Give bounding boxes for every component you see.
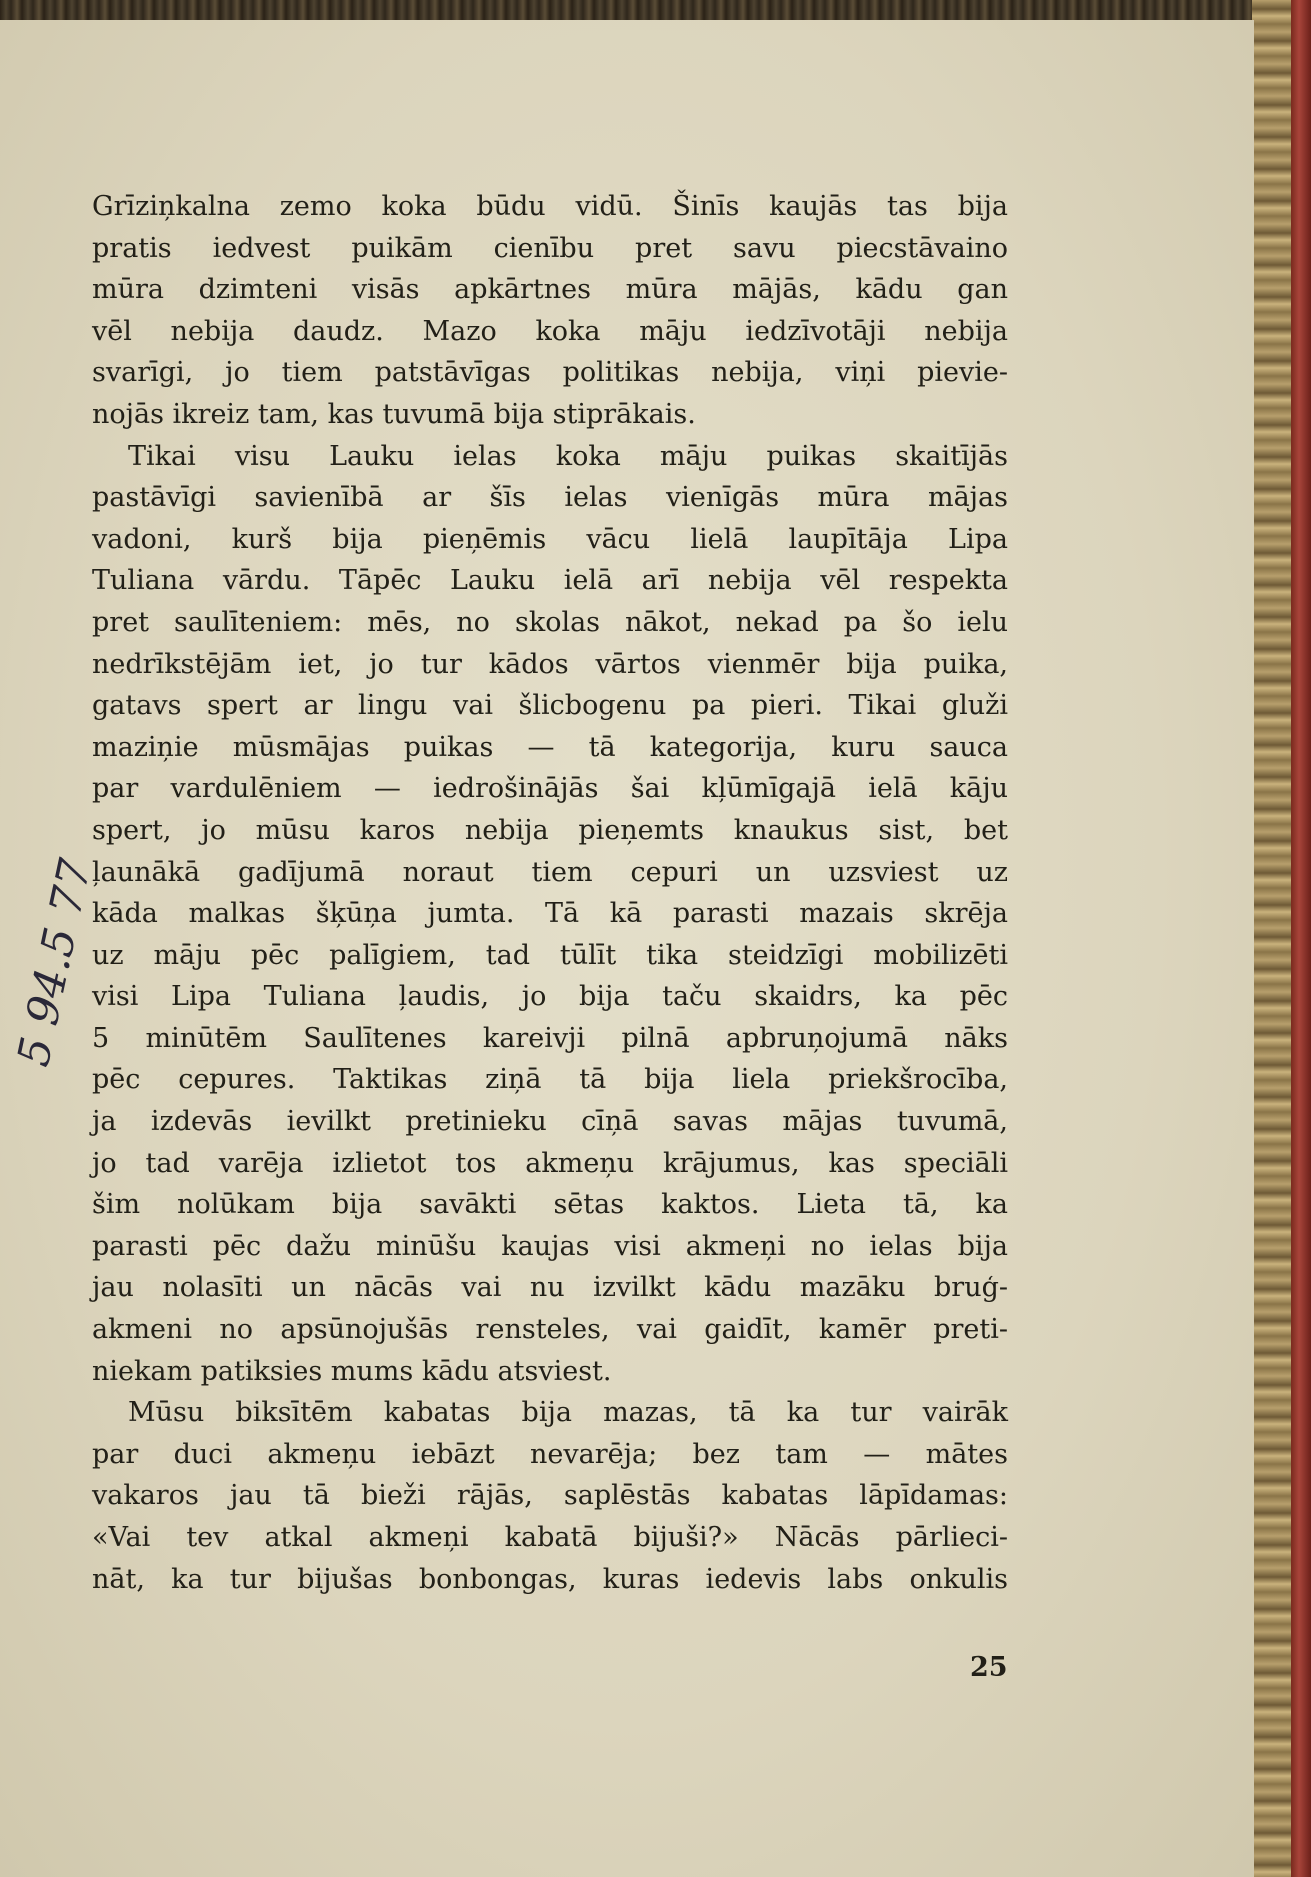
- text-line: akmeni no apsūnojušās rensteles, vai gaidīt, kamēr preti-: [92, 1314, 1008, 1346]
- text-line: Tuliana vārdu. Tāpēc Lauku ielā arī nebija vēl respekta: [92, 565, 1008, 597]
- text-line: šim nolūkam bija savākti sētas kaktos. Lieta tā, ka: [92, 1189, 1008, 1221]
- text-line: gatavs spert ar lingu vai šlicbogenu pa pieri. Tikai gluži: [92, 690, 1008, 722]
- text-line: nedrīkstējām iet, jo tur kādos vārtos vienmēr bija puika,: [92, 648, 1008, 680]
- text-line: pratis iedvest puikām cienību pret savu piecstāvaino: [92, 232, 1008, 264]
- text-line: nāt, ka tur bijušas bonbongas, kuras iedevis labs onkulis: [92, 1563, 1008, 1595]
- page-fore-edge: [1252, 0, 1291, 1877]
- text-line: niekam patiksies mums kādu atsviest.: [92, 1355, 612, 1387]
- scan-top-edge: [0, 0, 1311, 22]
- text-line: par duci akmeņu iebāzt nevarēja; bez tam — mātes: [92, 1438, 1008, 1470]
- text-line: pēc cepures. Taktikas ziņā tā bija liela priekšrocība,: [92, 1064, 1008, 1096]
- text-line: pastāvīgi savienībā ar šīs ielas vienīgās mūra mājas: [92, 482, 1008, 514]
- text-line: svarīgi, jo tiem patstāvīgas politikas nebija, viņi pievie-: [92, 357, 1008, 389]
- text-line: jau nolasīti un nācās vai nu izvilkt kādu mazāku bruģ-: [92, 1272, 1008, 1304]
- text-line: spert, jo mūsu karos nebija pieņemts knaukus sist, bet: [92, 814, 1008, 846]
- text-line: vēl nebija daudz. Mazo koka māju iedzīvotāji nebija: [92, 315, 1008, 347]
- text-line: visi Lipa Tuliana ļaudis, jo bija taču skaidrs, ka pēc: [92, 981, 1008, 1013]
- text-line: pret saulīteniem: mēs, no skolas nākot, nekad pa šo ielu: [92, 606, 1008, 638]
- book-binding: [1291, 0, 1311, 1877]
- text-line: mūra dzimteni visās apkārtnes mūra mājās, kādu gan: [92, 274, 1008, 306]
- page-number: 25: [970, 1652, 1008, 1683]
- text-line: nojās ikreiz tam, kas tuvumā bija stiprākais.: [92, 398, 696, 430]
- text-line: ļaunākā gadījumā noraut tiem cepuri un uzsviest uz: [92, 856, 1008, 888]
- text-line: Mūsu biksītēm kabatas bija mazas, tā ka tur vairāk: [128, 1397, 1008, 1429]
- text-line: kāda malkas šķūņa jumta. Tā kā parasti mazais skrēja: [92, 898, 1008, 930]
- text-line: «Vai tev atkal akmeņi kabatā bijuši?» Nācās pārlieci-: [92, 1522, 1008, 1553]
- text-line: jo tad varēja izlietot tos akmeņu krājumus, kas speciāli: [92, 1147, 1008, 1179]
- text-line: vadoni, kurš bija pieņēmis vācu lielā laupītāja Lipa: [92, 523, 1008, 555]
- text-line: ja izdevās ievilkt pretinieku cīņā savas mājas tuvumā,: [92, 1106, 1008, 1138]
- body-text: [92, 186, 1008, 1600]
- handwritten-margin-note: 5 94.5 77: [8, 854, 102, 1071]
- text-line: 5 minūtēm Saulītenes kareivji pilnā apbruņojumā nāks: [92, 1022, 1008, 1054]
- text-line: vakaros jau tā bieži rājās, saplēstās kabatas lāpīdamas:: [92, 1480, 1008, 1512]
- text-line: uz māju pēc palīgiem, tad tūlīt tika steidzīgi mobilizēti: [92, 939, 1008, 971]
- text-line: maziņie mūsmājas puikas — tā kategorija, kuru sauca: [92, 731, 1008, 763]
- text-line: Grīziņkalna zemo koka būdu vidū. Šinīs kaujās tas bija: [92, 191, 1008, 222]
- text-line: parasti pēc dažu minūšu kaujas visi akmeņi no ielas bija: [92, 1230, 1008, 1262]
- text-line: par vardulēniem — iedrošinājās šai kļūmīgajā ielā kāju: [92, 773, 1008, 805]
- text-line: Tikai visu Lauku ielas koka māju puikas skaitījās: [128, 440, 1008, 472]
